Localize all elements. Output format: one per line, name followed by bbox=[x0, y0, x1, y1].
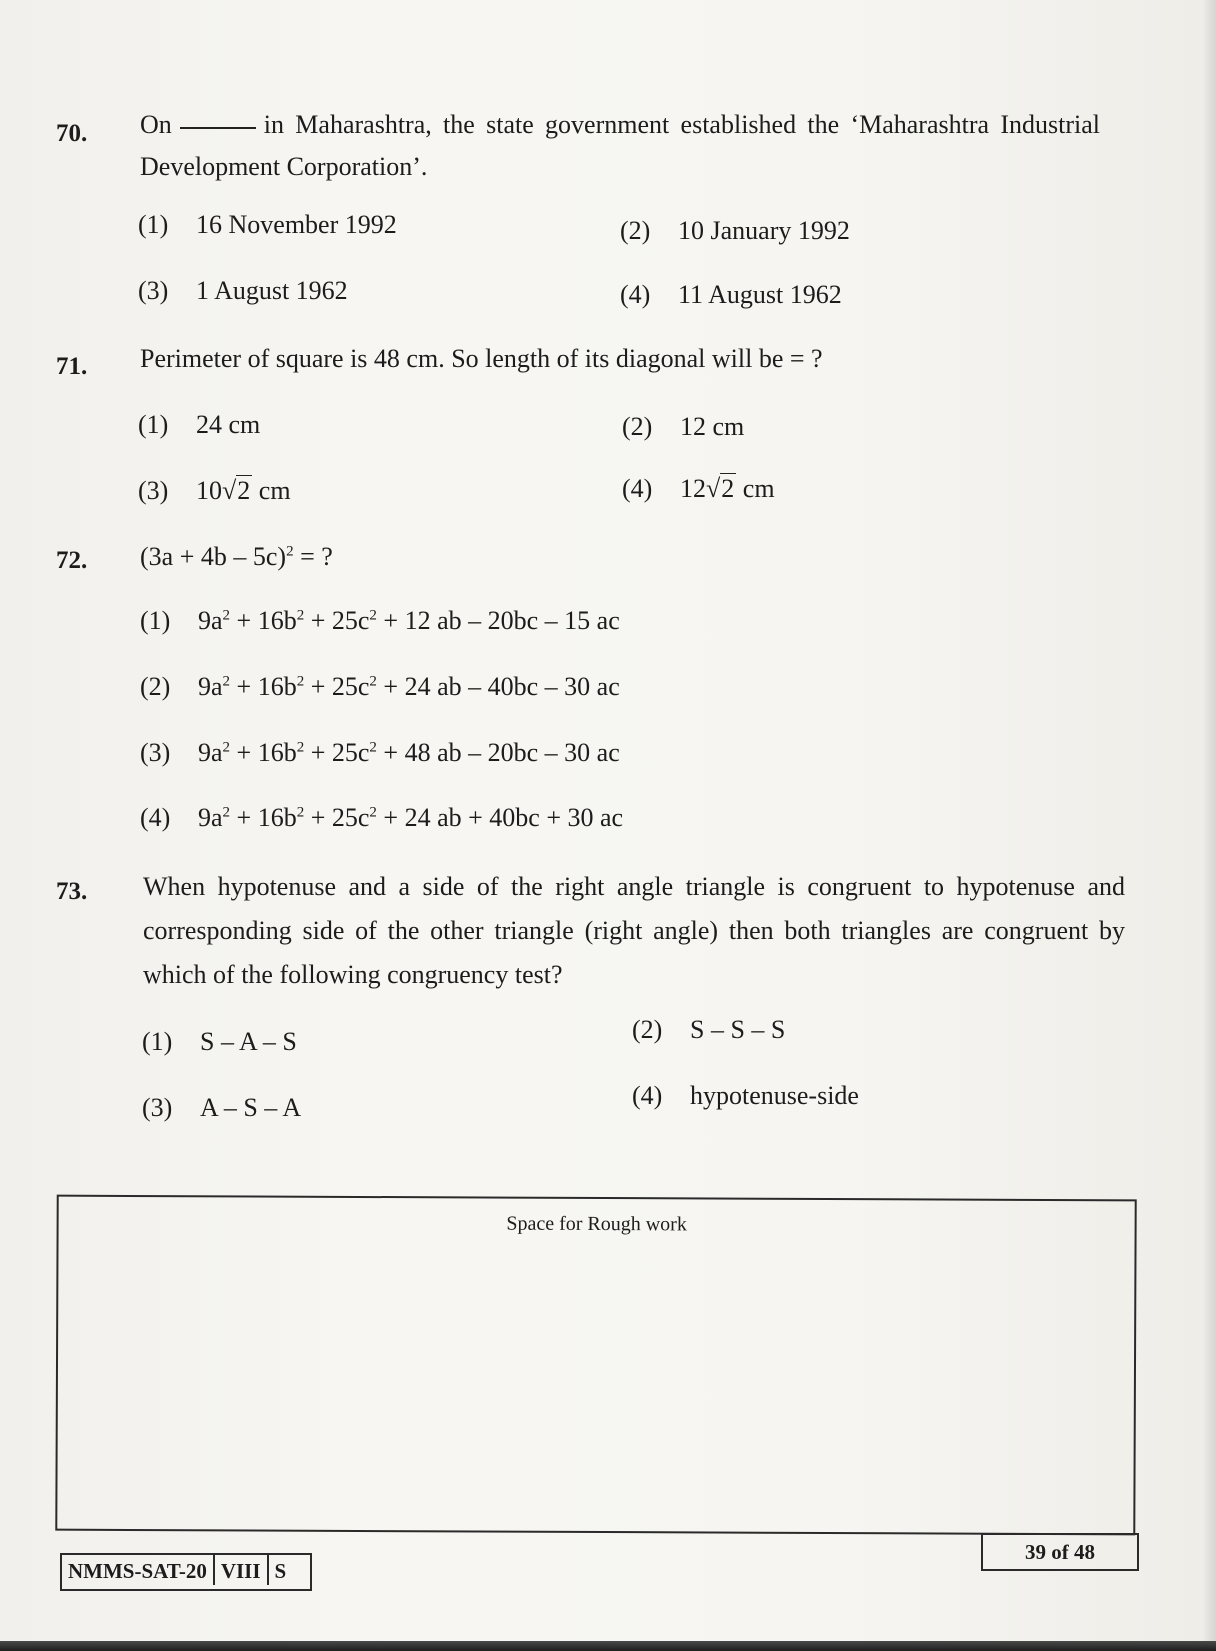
page-bottom-edge bbox=[0, 1641, 1216, 1651]
question-number: 71. bbox=[56, 353, 88, 380]
question-number: 72. bbox=[56, 547, 88, 574]
option-1: (1) $9a^2 + 16b^2 + 25c^2 + 12$ ab – 20bc – 15 ac bbox=[140, 606, 620, 635]
option-3: (3) 1 August 1962 bbox=[138, 276, 348, 305]
question-text: When hypotenuse and a side of the right angle triangle is congruent to hypotenuse and corresponding side of the other triangle (right angle) then both triangles are congruent by which of the following congruency test? bbox=[143, 872, 1125, 989]
paper-code: NMMS-SAT-20 bbox=[68, 1559, 207, 1583]
square-root: √2 bbox=[222, 476, 251, 505]
question-number: 70. bbox=[56, 120, 88, 147]
square-root: √2 bbox=[706, 474, 735, 503]
option-1: (1) S – A – S bbox=[142, 1027, 297, 1056]
option-3: (3) $9a^2 + 16b^2 + 25c^2 + 48$ ab – 20bc – 30 ac bbox=[140, 738, 620, 767]
question-number: 73. bbox=[56, 878, 88, 905]
option-4: (4) hypotenuse-side bbox=[632, 1081, 859, 1110]
paper-class: VIII bbox=[213, 1555, 267, 1585]
question-text: $(3a + 4b - 5c)^2$ = ? bbox=[140, 542, 333, 571]
option-4: (4) $9a^2 + 16b^2 + 25c^2 + 24$ ab + 40bc + 30 ac bbox=[140, 803, 624, 832]
option-4: (4) 12√2 cm bbox=[622, 474, 775, 503]
option-2: (2) S – S – S bbox=[632, 1015, 786, 1044]
page-edge-shadow bbox=[1202, 0, 1216, 1651]
question-text: On in Maharashtra, the state government established the ‘Maharashtra Industrial Development Corporation’. bbox=[140, 110, 1100, 181]
rough-work-box bbox=[55, 1195, 1136, 1536]
answer-blank bbox=[180, 127, 256, 129]
question-text: Perimeter of square is 48 cm. So length of its diagonal will be = ? bbox=[140, 344, 823, 373]
option-2: (2) 12 cm bbox=[622, 412, 745, 441]
option-1: (1) 16 November 1992 bbox=[138, 210, 397, 239]
paper-code-box bbox=[60, 1553, 312, 1591]
rough-work-title: Space for Rough work bbox=[506, 1212, 687, 1236]
option-2: (2) 10 January 1992 bbox=[620, 216, 850, 245]
page-number: 39 of 48 bbox=[981, 1533, 1139, 1571]
option-3: (3) 10√2 cm bbox=[138, 476, 291, 505]
option-1: (1) 24 cm bbox=[138, 410, 261, 439]
option-4: (4) 11 August 1962 bbox=[620, 280, 842, 309]
option-2: (2) $9a^2 + 16b^2 + 25c^2 + 24$ ab – 40bc – 30 ac bbox=[140, 672, 620, 701]
paper-set: S bbox=[267, 1555, 311, 1585]
option-3: (3) A – S – A bbox=[142, 1093, 302, 1122]
